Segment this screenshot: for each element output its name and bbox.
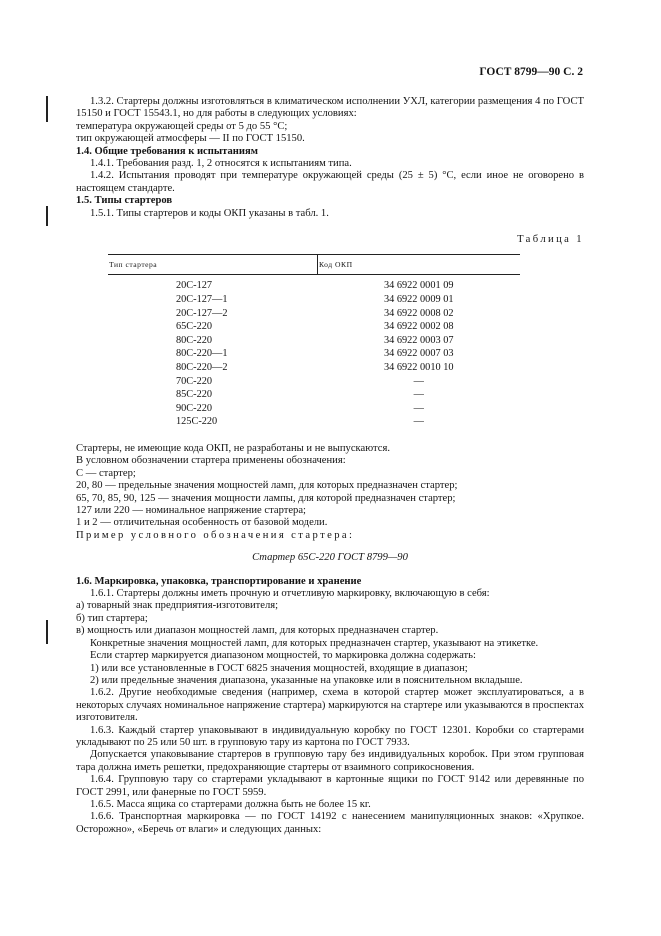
range-option: 2) или предельные значения диапазона, указанные на упаковке или в пояснительном вкладыше. xyxy=(90,674,523,686)
cell-okp: 34 6922 0010 10 xyxy=(383,362,454,374)
cell-okp: — xyxy=(413,416,424,428)
designation-item: 1 и 2 — отличительная особенность от базовой модели. xyxy=(76,517,328,529)
table-caption: Таблица 1 xyxy=(517,234,584,246)
column-header-okp: Код ОКП xyxy=(318,255,521,275)
clause-1-6-5: 1.6.5. Масса ящика со стартерами должна быть не более 15 кг. xyxy=(90,798,371,810)
clause-1-5-1: 1.5.1. Типы стартеров и коды ОКП указаны в табл. 1. xyxy=(90,207,329,219)
page-body xyxy=(76,96,584,836)
column-header-type: Тип стартера xyxy=(108,255,318,275)
designation-item: 65, 70, 85, 90, 125 — значения мощности лампы, для которой предназначен стартер; xyxy=(76,492,456,504)
clause-1-6-6: 1.6.6. Транспортная маркировка — по ГОСТ 14192 с нанесением манипуляционных знаков: «Хрупкое. Осторожно», «Беречь от влаги» и следующих данных: xyxy=(76,811,584,835)
cell-okp: — xyxy=(413,402,424,414)
table-header-row xyxy=(108,255,520,275)
section-heading-1-4: 1.4. Общие требования к испытаниям xyxy=(76,145,258,157)
condition-atmosphere: тип окружающей атмосферы — II по ГОСТ 15150. xyxy=(76,133,305,145)
label-paragraph: Конкретные значения мощностей ламп, для которых предназначен стартер, указывают на этикетке. xyxy=(90,637,539,649)
cell-okp: 34 6922 0002 08 xyxy=(383,321,454,333)
revision-bar xyxy=(46,206,48,226)
table-row xyxy=(108,334,520,348)
cell-type: 125С-220 xyxy=(176,416,218,428)
range-marking-paragraph: Если стартер маркируется диапазоном мощностей, то маркировка должна содержать: xyxy=(90,650,476,662)
table-row xyxy=(108,402,520,416)
cell-okp: 34 6922 0007 03 xyxy=(383,348,454,360)
marking-item: б) тип стартера; xyxy=(76,612,148,624)
table-row xyxy=(108,361,520,375)
condition-temperature: температура окружающей среды от 5 до 55 °С; xyxy=(76,120,288,132)
cell-type: 70С-220 xyxy=(176,375,213,387)
page-header: ГОСТ 8799—90 С. 2 xyxy=(479,66,583,78)
cell-type: 65С-220 xyxy=(176,321,213,333)
cell-type: 80С-220 xyxy=(176,334,213,346)
cell-type: 80С-220—2 xyxy=(176,362,228,374)
clause-1-6-2: 1.6.2. Другие необходимые сведения (например, схема в которой стартер может эксплуатироваться, а в некоторых случаях номинальное напряжение стартера) маркируются на стартере или указываются в проспектах изготовителя. xyxy=(76,687,584,724)
marking-item: в) мощность или диапазон мощностей ламп, для которых предназначен стартер. xyxy=(76,625,439,637)
section-heading-1-6: 1.6. Маркировка, упаковка, транспортирование и хранение xyxy=(76,575,362,587)
revision-bar xyxy=(46,96,48,122)
cell-okp: 34 6922 0008 02 xyxy=(383,307,454,319)
section-heading-1-5: 1.5. Типы стартеров xyxy=(76,195,173,207)
cell-type: 20С-127—1 xyxy=(176,294,228,306)
revision-bar xyxy=(46,620,48,644)
group-packing-paragraph: Допускается упаковывание стартеров в групповую тару без индивидуальных коробок. При этом групповая тара должна иметь решетки, предохраняющие стартеры от взаимного соприкосновения. xyxy=(76,749,584,773)
starter-types-table xyxy=(108,254,520,429)
table-row xyxy=(108,275,520,293)
clause-1-6-4: 1.6.4. Групповую тару со стартерами укладывают в картонные ящики по ГОСТ 9142 или деревянные по ГОСТ 2991, или фанерные по ГОСТ 5959. xyxy=(76,774,584,798)
cell-type: 20С-127—2 xyxy=(176,307,228,319)
cell-okp: — xyxy=(413,375,424,387)
example-designation: Стартер 65С-220 ГОСТ 8799—90 xyxy=(252,552,408,564)
designation-item: 127 или 220 — номинальное напряжение стартера; xyxy=(76,505,306,517)
range-option: 1) или все установленные в ГОСТ 6825 значения мощностей, входящие в диапазон; xyxy=(90,662,468,674)
table-row xyxy=(108,375,520,389)
designation-item: 20, 80 — предельные значения мощностей ламп, для которых предназначен стартер; xyxy=(76,480,458,492)
table-row xyxy=(108,388,520,402)
table-row xyxy=(108,307,520,321)
cell-type: 20С-127 xyxy=(176,280,213,292)
cell-okp: 34 6922 0003 07 xyxy=(383,334,454,346)
clause-1-4-1: 1.4.1. Требования разд. 1, 2 относятся к испытаниям типа. xyxy=(90,158,352,170)
designation-note: Стартеры, не имеющие кода ОКП, не разработаны и не выпускаются. xyxy=(76,443,390,454)
clause-1-6-3: 1.6.3. Каждый стартер упаковывают в индивидуальную коробку по ГОСТ 12301. Коробки со стартерами укладывают по 25 или 50 шт. в групповую тару из картона по ГОСТ 7933. xyxy=(76,724,584,748)
designation-intro: В условном обозначении стартера применены обозначения: xyxy=(76,455,346,467)
cell-okp: — xyxy=(413,389,424,401)
cell-okp: 34 6922 0009 01 xyxy=(383,294,454,306)
clause-1-4-2: 1.4.2. Испытания проводят при температуре окружающей среды (25 ± 5) °С, если иное не оговорено в настоящем стандарте. xyxy=(76,170,584,194)
example-label: Пример условного обозначения стартера: xyxy=(76,529,355,541)
marking-item: а) товарный знак предприятия-изготовителя; xyxy=(76,600,279,612)
clause-1-3-2: 1.3.2. Стартеры должны изготовляться в климатическом исполнении УХЛ, категории размещения 4 по ГОСТ 15150 и ГОСТ 15543.1, но для работы в следующих условиях: xyxy=(76,96,584,120)
cell-okp: 34 6922 0001 09 xyxy=(383,280,454,292)
table-row xyxy=(108,415,520,429)
designation-item: С — стартер; xyxy=(76,467,136,479)
clause-1-6-1: 1.6.1. Стартеры должны иметь прочную и отчетливую маркировку, включающую в себя: xyxy=(90,588,490,600)
cell-type: 80С-220—1 xyxy=(176,348,228,360)
table-row xyxy=(108,293,520,307)
cell-type: 85С-220 xyxy=(176,389,213,401)
table-row xyxy=(108,347,520,361)
table-row xyxy=(108,320,520,334)
cell-type: 90С-220 xyxy=(176,402,213,414)
